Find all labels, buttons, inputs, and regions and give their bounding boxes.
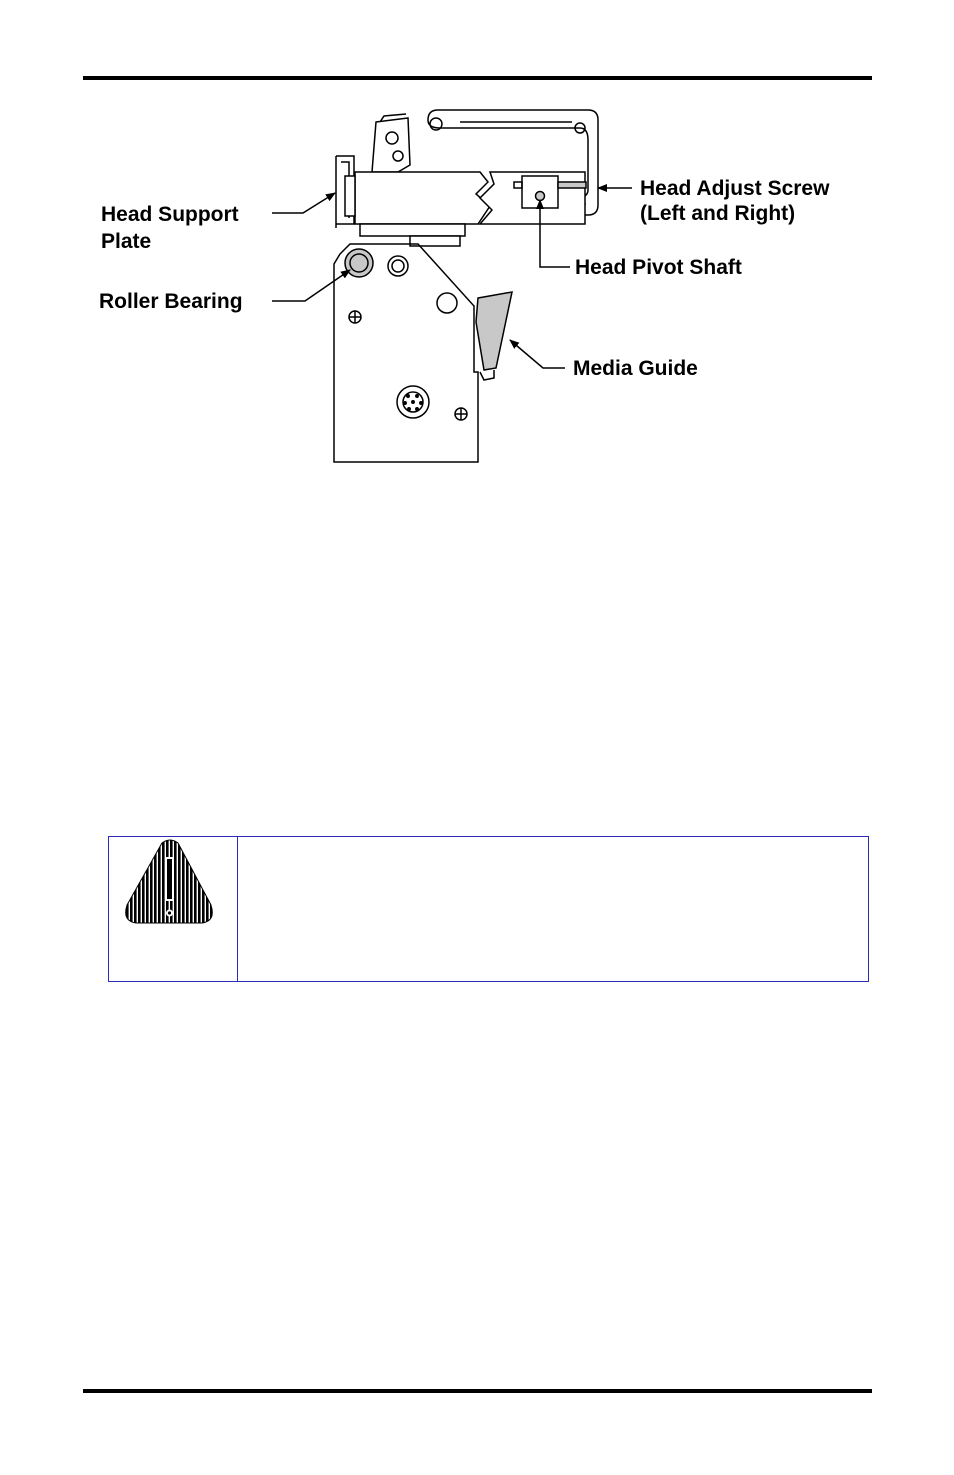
printhead-assembly-diagram	[0, 0, 954, 500]
label-head-pivot-shaft: Head Pivot Shaft	[575, 256, 742, 279]
printhead-body	[345, 172, 585, 246]
warning-triangle-icon	[118, 837, 218, 937]
hinge-plate	[372, 114, 410, 172]
warning-icon-cell	[109, 837, 238, 981]
footer-rule	[83, 1389, 872, 1393]
label-head-support-plate-line2: Plate	[101, 230, 152, 253]
label-head-adjust-screw-line2: (Left and Right)	[640, 202, 796, 225]
warning-text	[238, 837, 868, 981]
side-frame	[334, 244, 478, 462]
label-roller-bearing: Roller Bearing	[99, 290, 243, 313]
label-media-guide: Media Guide	[573, 357, 698, 380]
media-guide	[476, 292, 512, 380]
label-head-adjust-screw-line1: Head Adjust Screw	[640, 177, 830, 200]
warning-box	[108, 836, 869, 982]
label-head-support-plate-line1: Head Support	[101, 203, 239, 226]
